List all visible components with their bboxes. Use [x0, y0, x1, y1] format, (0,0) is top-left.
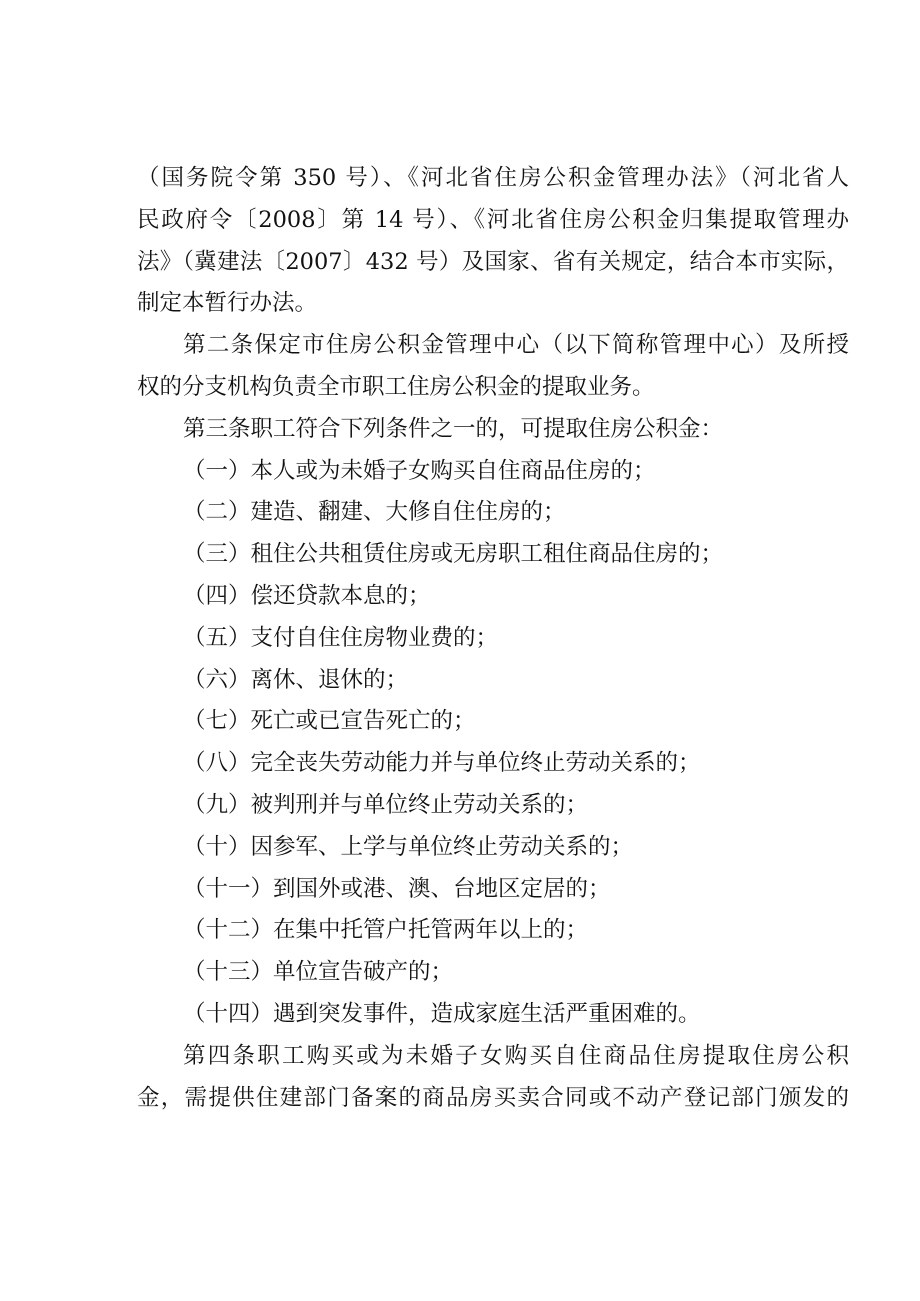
list-item: （四）偿还贷款本息的；: [183, 582, 431, 609]
list-item: （七）死亡或已宣告死亡的；: [183, 708, 476, 735]
article-2-line: 权的分支机构负责全市职工住房公积金的提取业务。: [137, 373, 655, 400]
document-body: [137, 158, 849, 1119]
paragraph-line: 民政府令〔2008〕第 14 号）、《河北省住房公积金归集提取管理办: [137, 206, 849, 233]
article-4-line: 金，需提供住建部门备案的商品房买卖合同或不动产登记部门颁发的: [137, 1084, 849, 1111]
paragraph-line: 法》（冀建法〔2007〕432 号）及国家、省有关规定，结合本市实际，: [137, 248, 849, 275]
list-item: （九）被判刑并与单位终止劳动关系的；: [183, 791, 589, 818]
list-item: （十四）遇到突发事件，造成家庭生活严重困难的。: [183, 1000, 701, 1027]
list-item: （十二）在集中托管户托管两年以上的；: [183, 917, 589, 944]
list-item: （十一）到国外或港、澳、台地区定居的；: [183, 875, 611, 902]
list-item: （六）离休、退休的；: [183, 666, 409, 693]
list-item: （十）因参军、上学与单位终止劳动关系的；: [183, 833, 634, 860]
article-2-line: 第二条保定市住房公积金管理中心（以下简称管理中心）及所授: [183, 332, 849, 359]
list-item: （三）租住公共租赁住房或无房职工租住商品住房的；: [183, 541, 724, 568]
list-item: （八）完全丧失劳动能力并与单位终止劳动关系的；: [183, 750, 701, 777]
list-item: （十三）单位宣告破产的；: [183, 959, 454, 986]
paragraph-line: （国务院令第 350 号）、《河北省住房公积金管理办法》（河北省人: [137, 165, 849, 191]
paragraph-line: 制定本暂行办法。: [137, 290, 318, 317]
article-4-line: 第四条职工购买或为未婚子女购买自住商品住房提取住房公积: [183, 1042, 849, 1069]
article-3-heading: 第三条职工符合下列条件之一的，可提取住房公积金：: [183, 415, 724, 442]
list-item: （五）支付自住住房物业费的；: [183, 624, 499, 651]
list-item: （二）建造、翻建、大修自住住房的；: [183, 499, 566, 526]
list-item: （一）本人或为未婚子女购买自住商品住房的；: [183, 457, 656, 484]
